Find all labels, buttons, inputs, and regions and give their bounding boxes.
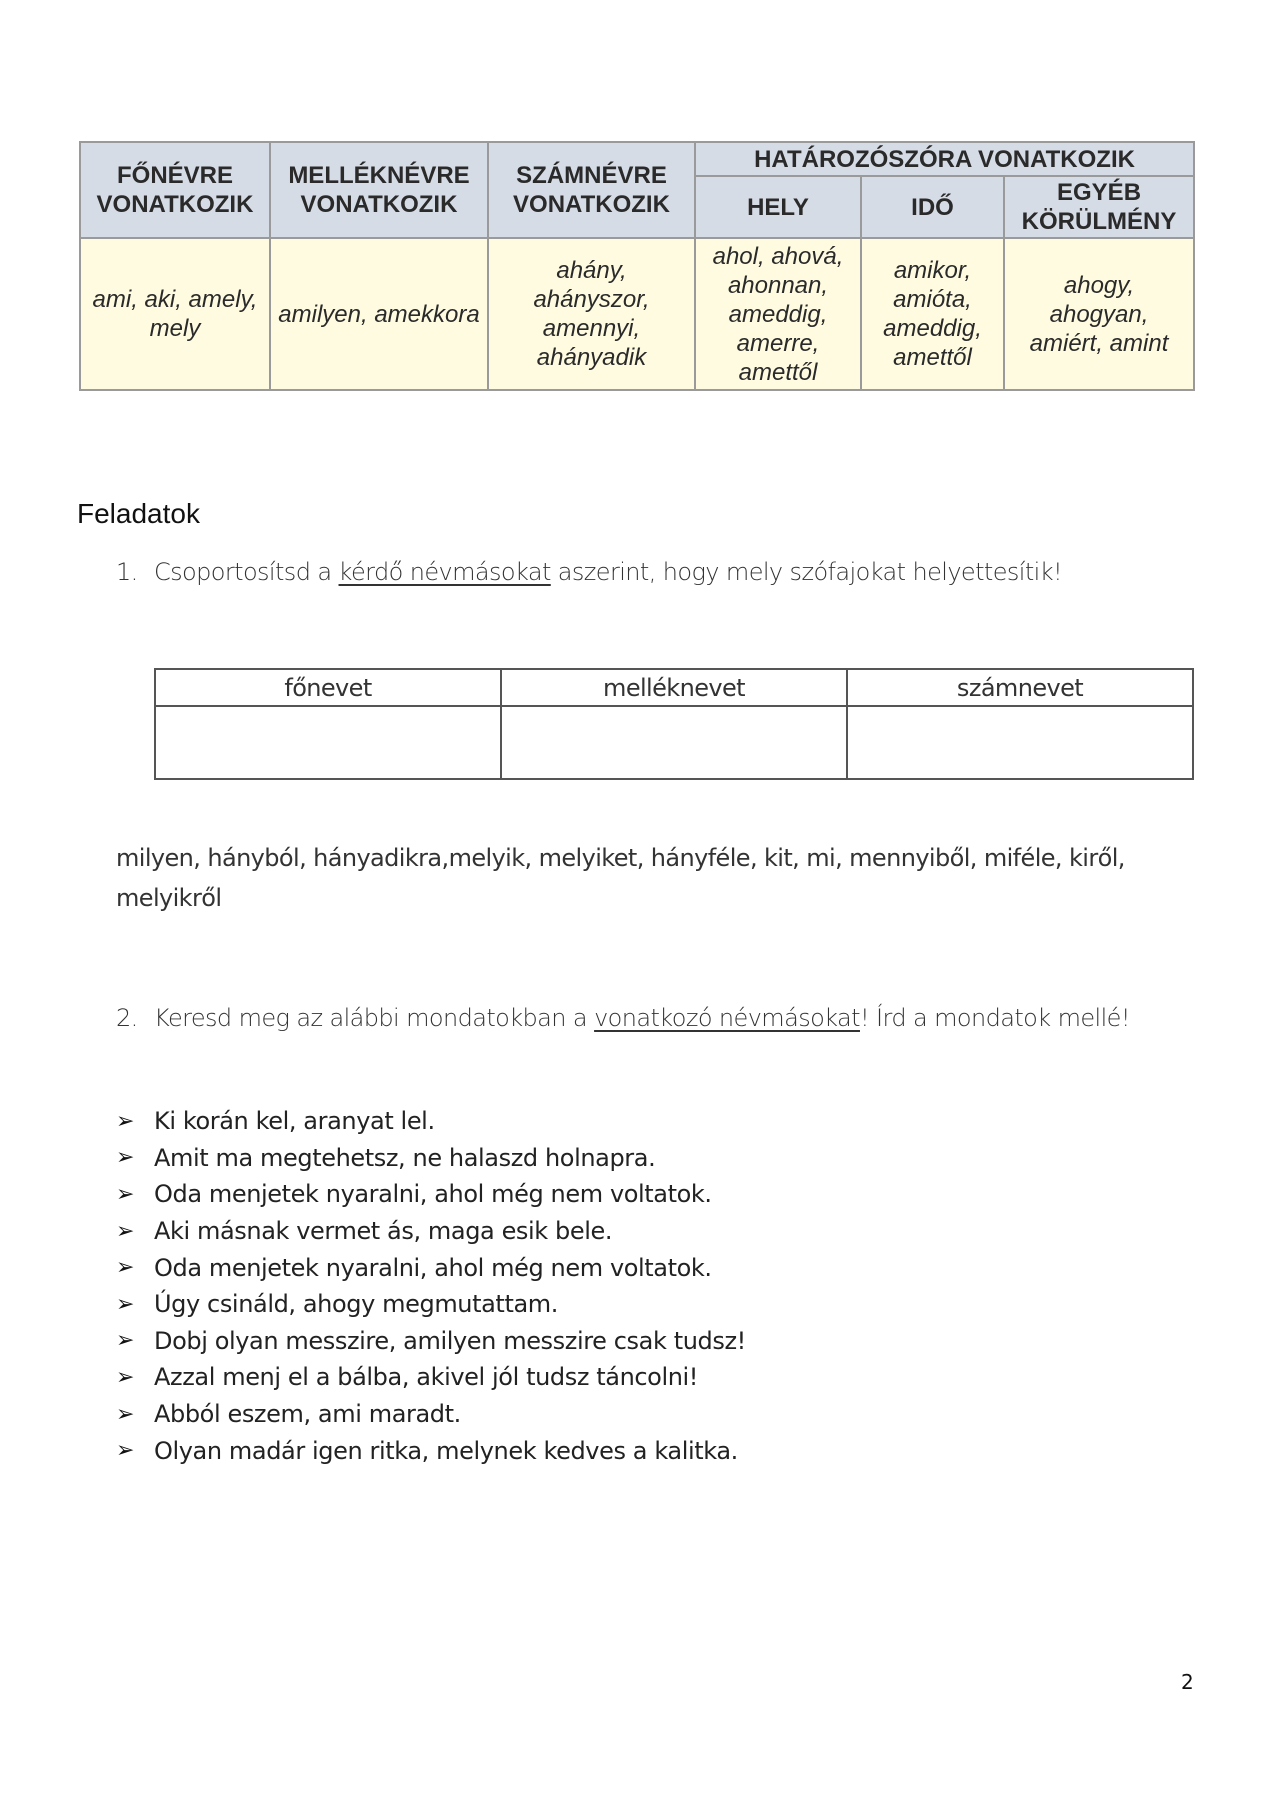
cell-szamnevre: ahány, ahányszor, amennyi, ahányadik	[488, 238, 695, 390]
cell-hely: ahol, ahová, ahonnan, ameddig, amerre, amettől	[695, 238, 861, 390]
header-ido: IDŐ	[861, 176, 1004, 238]
underlined-term: kérdő névmásokat	[338, 558, 551, 586]
cell-egyeb-korulmeny: ahogy, ahogyan, amiért, amint	[1004, 238, 1194, 390]
header-szamnevre: SZÁMNÉVRE VONATKOZIK	[488, 142, 695, 238]
header-hatarozoszora-group: HATÁROZÓSZÓRA VONATKOZIK	[695, 142, 1194, 176]
arrow-bullet-icon: ➢	[116, 1108, 135, 1134]
word-list: milyen, hányból, hányadikra,melyik, melyiket, hányféle, kit, mi, mennyiből, miféle, kiről, melyikről	[116, 844, 1125, 912]
arrow-bullet-icon: ➢	[116, 1438, 135, 1464]
task-number: 1.	[116, 558, 138, 586]
task-number: 2.	[116, 1004, 138, 1032]
answer-cell-melleknevet[interactable]	[501, 706, 847, 779]
cell-fonevre: ami, aki, amely, mely	[80, 238, 270, 390]
page-number: 2	[1181, 1670, 1194, 1694]
answer-table	[154, 668, 1194, 780]
column-header-fonevet: főnevet	[155, 669, 501, 706]
arrow-bullet-icon: ➢	[116, 1328, 135, 1354]
arrow-bullet-icon: ➢	[116, 1255, 135, 1281]
task-2-instruction: 2. Keresd meg az alábbi mondatokban a vonatkozó névmásokat! Írd a mondatok mellé!	[116, 1004, 1130, 1032]
task-1-instruction: 1. Csoportosítsd a kérdő névmásokat aszerint, hogy mely szófajokat helyettesítik!	[116, 558, 1063, 586]
sentence-list	[116, 1103, 746, 1469]
list-item: ➢ Dobj olyan messzire, amilyen messzire csak tudsz!	[116, 1326, 746, 1355]
arrow-bullet-icon: ➢	[116, 1218, 135, 1244]
arrow-bullet-icon: ➢	[116, 1181, 135, 1207]
arrow-bullet-icon: ➢	[116, 1401, 135, 1427]
header-egyeb-korulmeny: EGYÉB KÖRÜLMÉNY	[1004, 176, 1194, 238]
relative-pronoun-reference-table	[79, 141, 1195, 391]
section-title: Feladatok	[77, 498, 200, 529]
column-header-melleknevet: melléknevet	[501, 669, 847, 706]
list-item: ➢ Aki másnak vermet ás, maga esik bele.	[116, 1217, 613, 1246]
list-item: ➢ Oda menjetek nyaralni, ahol még nem voltatok.	[116, 1253, 712, 1282]
list-item: ➢ Oda menjetek nyaralni, ahol még nem voltatok.	[116, 1180, 712, 1209]
header-fonevre: FŐNÉVRE VONATKOZIK	[80, 142, 270, 238]
list-item: ➢ Olyan madár igen ritka, melynek kedves a kalitka.	[116, 1436, 738, 1465]
list-item: ➢ Ki korán kel, aranyat lel.	[116, 1107, 435, 1136]
list-item: ➢ Úgy csináld, ahogy megmutattam.	[116, 1290, 558, 1319]
answer-cell-szamnevet[interactable]	[847, 706, 1193, 779]
list-item: ➢ Abból eszem, ami maradt.	[116, 1400, 461, 1429]
arrow-bullet-icon: ➢	[116, 1364, 135, 1390]
arrow-bullet-icon: ➢	[116, 1145, 135, 1171]
cell-melleknevre: amilyen, amekkora	[270, 238, 488, 390]
column-header-szamnevet: számnevet	[847, 669, 1193, 706]
list-item: ➢ Amit ma megtehetsz, ne halaszd holnapra.	[116, 1143, 656, 1172]
header-hely: HELY	[695, 176, 861, 238]
cell-ido: amikor, amióta, ameddig, amettől	[861, 238, 1004, 390]
list-item: ➢ Azzal menj el a bálba, akivel jól tudsz táncolni!	[116, 1363, 699, 1392]
answer-cell-fonevet[interactable]	[155, 706, 501, 779]
arrow-bullet-icon: ➢	[116, 1291, 135, 1317]
header-melleknevre: MELLÉKNÉVRE VONATKOZIK	[270, 142, 488, 238]
underlined-term: vonatkozó névmásokat	[594, 1004, 860, 1032]
